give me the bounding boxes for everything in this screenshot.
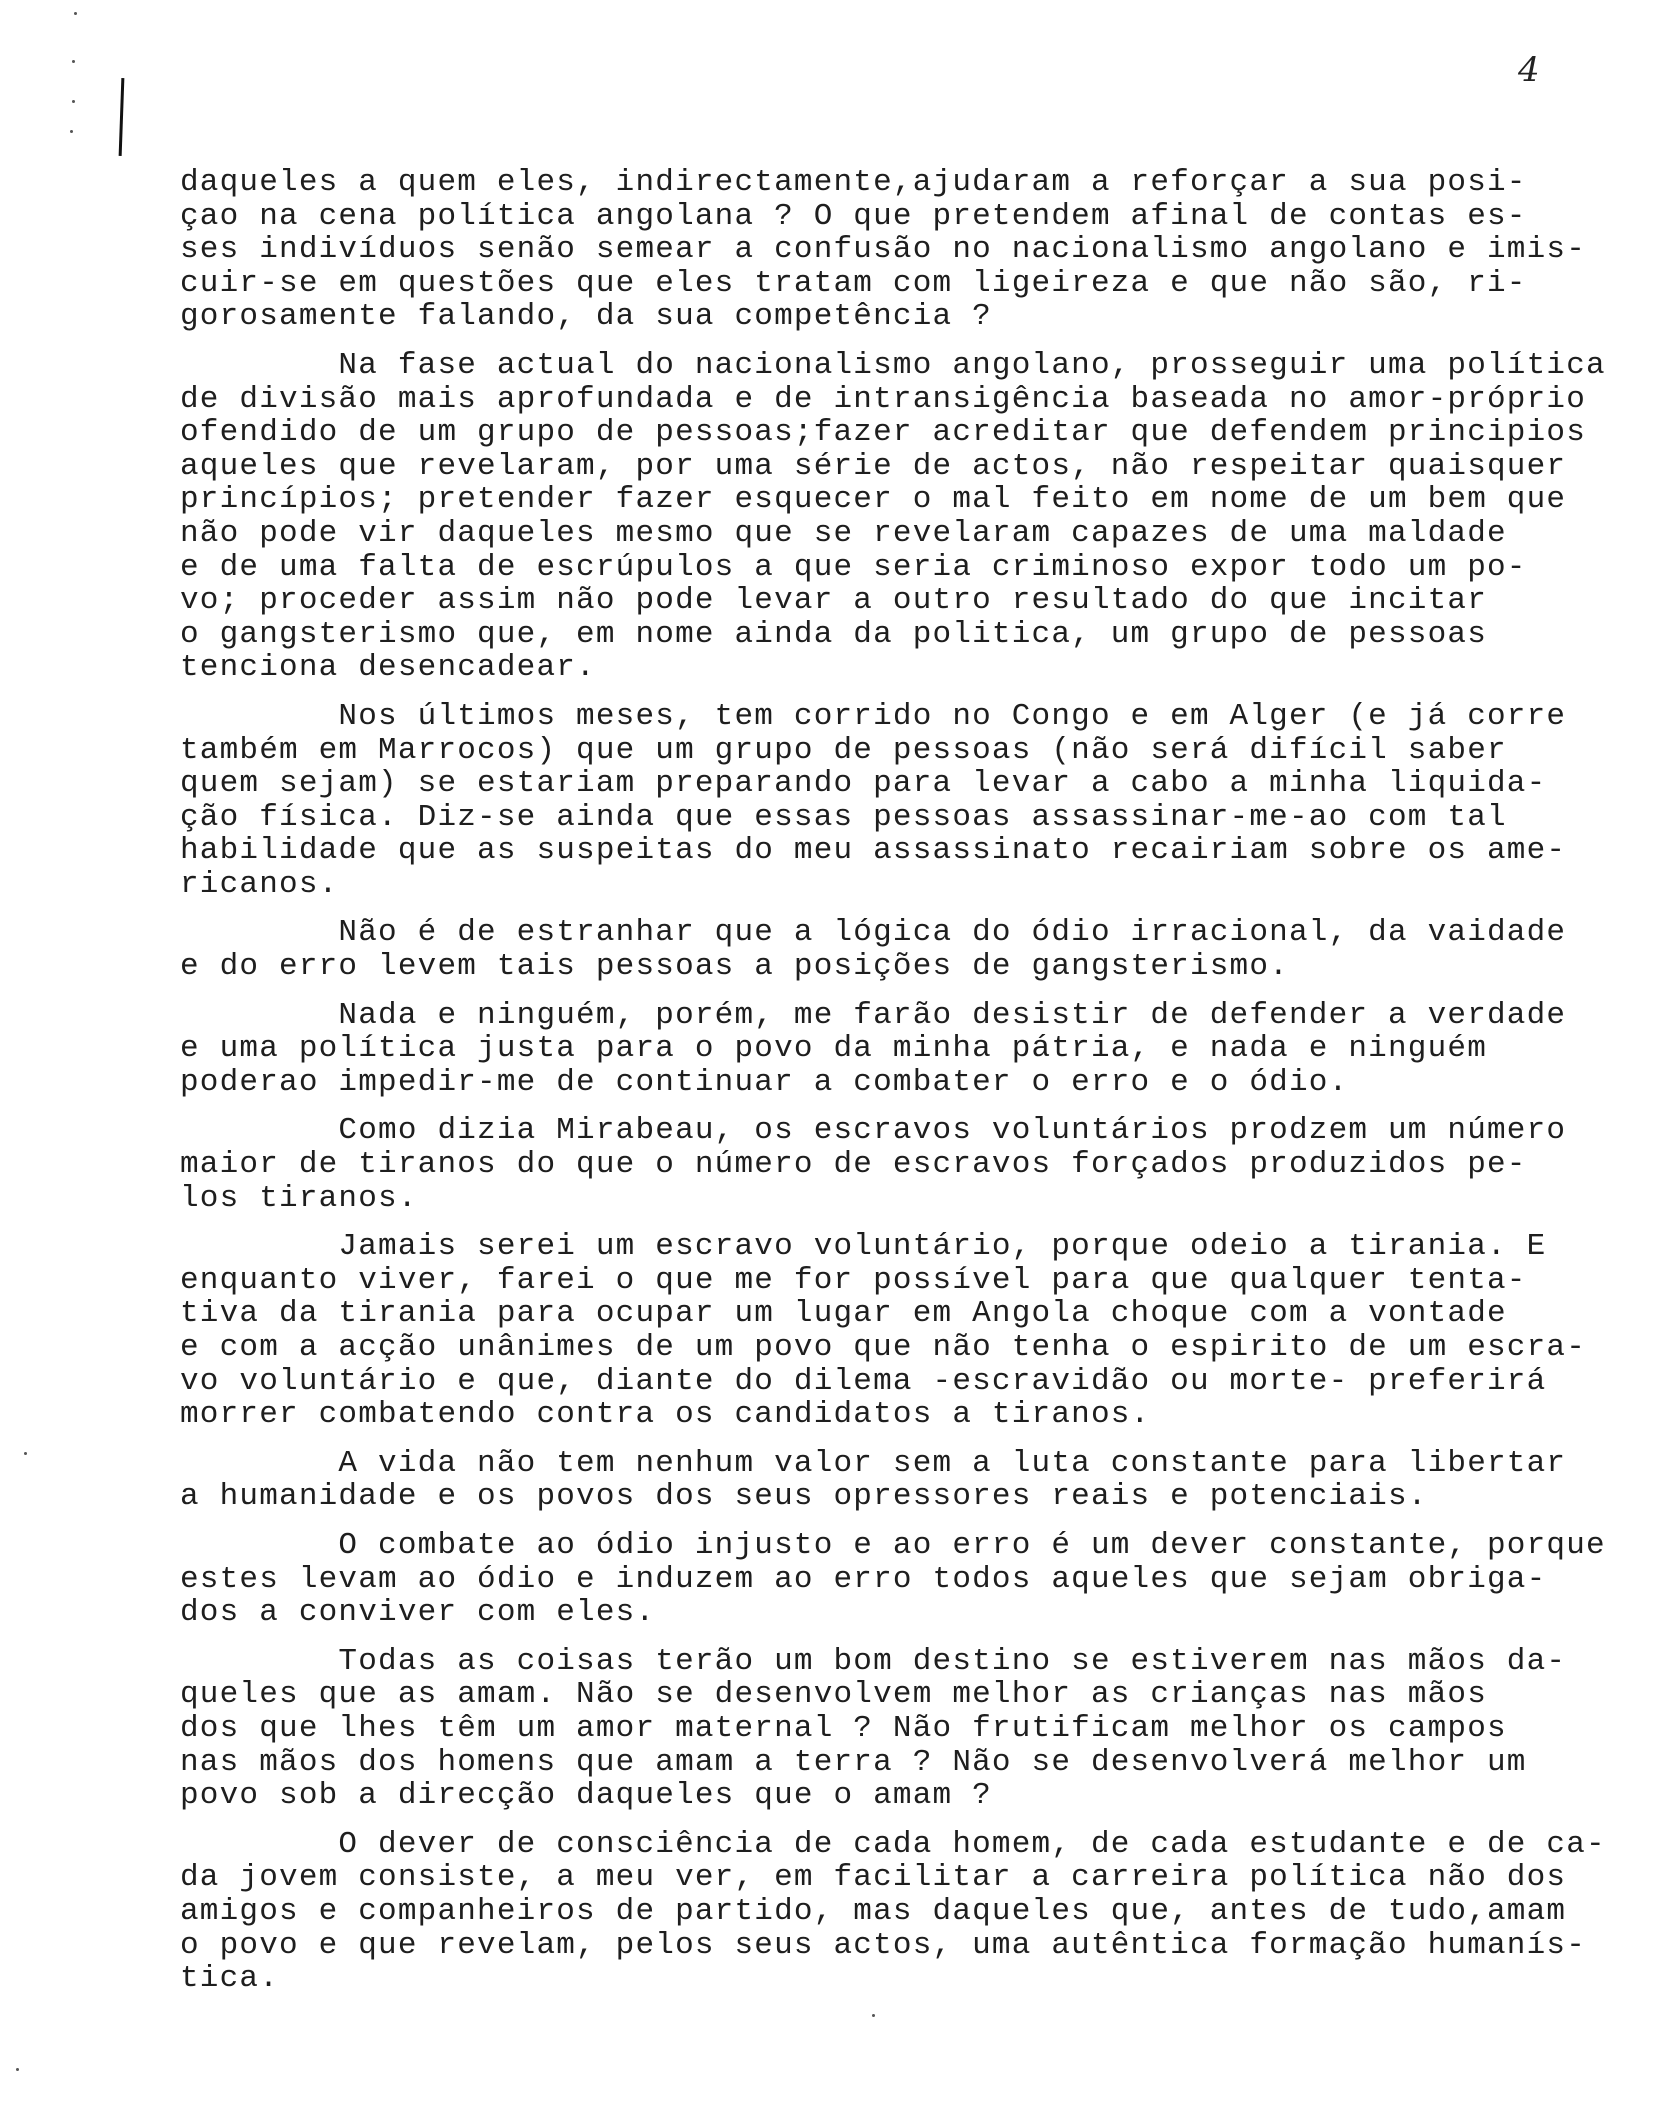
paragraph xyxy=(180,916,1640,983)
text-line: ção física. Diz-se ainda que essas pessoas assassinar-me-ao com tal xyxy=(180,799,1507,835)
text-line: e de uma falta de escrúpulos a que seria criminoso expor todo um po- xyxy=(180,549,1527,585)
text-line: não pode vir daqueles mesmo que se revelaram capazes de uma maldade xyxy=(180,515,1507,551)
text-line: estes levam ao ódio e induzem ao erro todos aqueles que sejam obriga- xyxy=(180,1561,1547,1597)
text-line: dos que lhes têm um amor maternal ? Não frutificam melhor os campos xyxy=(180,1710,1507,1746)
text-line: Jamais serei um escravo voluntário, porque odeio a tirania. E xyxy=(180,1229,1547,1265)
text-line: vo voluntário e que, diante do dilema -escravidão ou morte- preferirá xyxy=(180,1363,1547,1399)
text-line: amigos e companheiros de partido, mas daqueles que, antes de tudo,amam xyxy=(180,1893,1567,1929)
ink-speck xyxy=(16,2068,19,2071)
page-number: 4 xyxy=(1518,50,1540,90)
text-line: dos a conviver com eles. xyxy=(180,1595,656,1631)
text-line: tiva da tirania para ocupar um lugar em Angola choque com a vontade xyxy=(180,1296,1507,1332)
text-line: Na fase actual do nacionalismo angolano, prosseguir uma política xyxy=(180,347,1606,383)
text-line: gorosamente falando, da sua competência ? xyxy=(180,299,992,335)
ink-speck xyxy=(72,100,75,103)
text-line: los tiranos. xyxy=(180,1180,418,1216)
text-line: Nada e ninguém, porém, me farão desistir de defender a verdade xyxy=(180,997,1567,1033)
text-line: e uma política justa para o povo da minha pátria, e nada e ninguém xyxy=(180,1031,1487,1067)
text-line: O dever de consciência de cada homem, de cada estudante e de ca- xyxy=(180,1826,1606,1862)
text-line: ofendido de um grupo de pessoas;fazer acreditar que defendem principios xyxy=(180,415,1587,451)
text-line: de divisão mais aprofundada e de intransigência baseada no amor-próprio xyxy=(180,381,1587,417)
text-line: e do erro levem tais pessoas a posições de gangsterismo. xyxy=(180,949,1289,985)
text-line: Como dizia Mirabeau, os escravos voluntários prodzem um número xyxy=(180,1113,1567,1149)
paragraph xyxy=(180,1828,1640,1996)
ink-speck xyxy=(24,1452,27,1455)
text-line: daqueles a quem eles, indirectamente,ajudaram a reforçar a sua posi- xyxy=(180,165,1527,200)
text-line: poderao impedir-me de continuar a combater o erro e o ódio. xyxy=(180,1064,1349,1100)
ink-speck xyxy=(72,60,75,63)
text-line: habilidade que as suspeitas do meu assassinato recairiam sobre os ame- xyxy=(180,833,1567,869)
text-line: e com a acção unânimes de um povo que não tenha o espirito de um escra- xyxy=(180,1330,1587,1365)
text-line: vo; proceder assim não pode levar a outro resultado do que incitar xyxy=(180,583,1487,619)
ink-speck xyxy=(74,12,77,15)
text-line: povo sob a direcção daqueles que o amam ? xyxy=(180,1778,992,1814)
paragraph xyxy=(180,1114,1640,1215)
document-body xyxy=(180,166,1640,1996)
text-line: Não é de estranhar que a lógica do ódio irracional, da vaidade xyxy=(180,915,1567,951)
text-line: morrer combatendo contra os candidatos a tiranos. xyxy=(180,1397,1151,1433)
margin-mark xyxy=(119,78,125,156)
text-line: tenciona desencadear. xyxy=(180,650,596,686)
text-line: enquanto viver, farei o que me for possível para que qualquer tenta- xyxy=(180,1262,1527,1298)
text-line: o povo e que revelam, pelos seus actos, uma autêntica formação humanís- xyxy=(180,1927,1587,1963)
text-line: Nos últimos meses, tem corrido no Congo e em Alger (e já corre xyxy=(180,698,1567,734)
paragraph xyxy=(180,1645,1640,1813)
text-line: também em Marrocos) que um grupo de pessoas (não será difícil saber xyxy=(180,732,1507,768)
text-line: tica. xyxy=(180,1961,280,1997)
text-line: Todas as coisas terão um bom destino se estiverem nas mãos da- xyxy=(180,1643,1567,1679)
ink-speck xyxy=(872,2014,875,2017)
paragraph xyxy=(180,1230,1640,1432)
text-line: A vida não tem nenhum valor sem a luta constante para libertar xyxy=(180,1445,1567,1481)
text-line: maior de tiranos do que o número de escravos forçados produzidos pe- xyxy=(180,1147,1527,1183)
text-line: quem sejam) se estariam preparando para levar a cabo a minha liquida- xyxy=(180,766,1547,802)
text-line: queles que as amam. Não se desenvolvem melhor as crianças nas mãos xyxy=(180,1677,1487,1713)
paragraph xyxy=(180,999,1640,1100)
text-line: da jovem consiste, a meu ver, em facilitar a carreira política não dos xyxy=(180,1860,1567,1896)
paragraph xyxy=(180,166,1640,334)
text-line: a humanidade e os povos dos seus opressores reais e potenciais. xyxy=(180,1479,1428,1515)
text-line: o gangsterismo que, em nome ainda da politica, um grupo de pessoas xyxy=(180,616,1487,652)
text-line: çao na cena política angolana ? O que pretendem afinal de contas es- xyxy=(180,198,1527,234)
text-line: O combate ao ódio injusto e ao erro é um dever constante, porque xyxy=(180,1527,1606,1563)
paragraph xyxy=(180,349,1640,685)
text-line: cuir-se em questões que eles tratam com ligeireza e que não são, ri- xyxy=(180,265,1527,301)
ink-speck xyxy=(70,130,73,133)
paragraph xyxy=(180,700,1640,902)
text-line: nas mãos dos homens que amam a terra ? Não se desenvolverá melhor um xyxy=(180,1744,1527,1780)
paragraph xyxy=(180,1529,1640,1630)
paragraph xyxy=(180,1447,1640,1514)
text-line: aqueles que revelaram, por uma série de actos, não respeitar quaisquer xyxy=(180,448,1567,484)
text-line: princípios; pretender fazer esquecer o mal feito em nome de um bem que xyxy=(180,482,1567,518)
text-line: ricanos. xyxy=(180,866,339,902)
text-line: ses indivíduos senão semear a confusão no nacionalismo angolano e imis- xyxy=(180,232,1587,268)
